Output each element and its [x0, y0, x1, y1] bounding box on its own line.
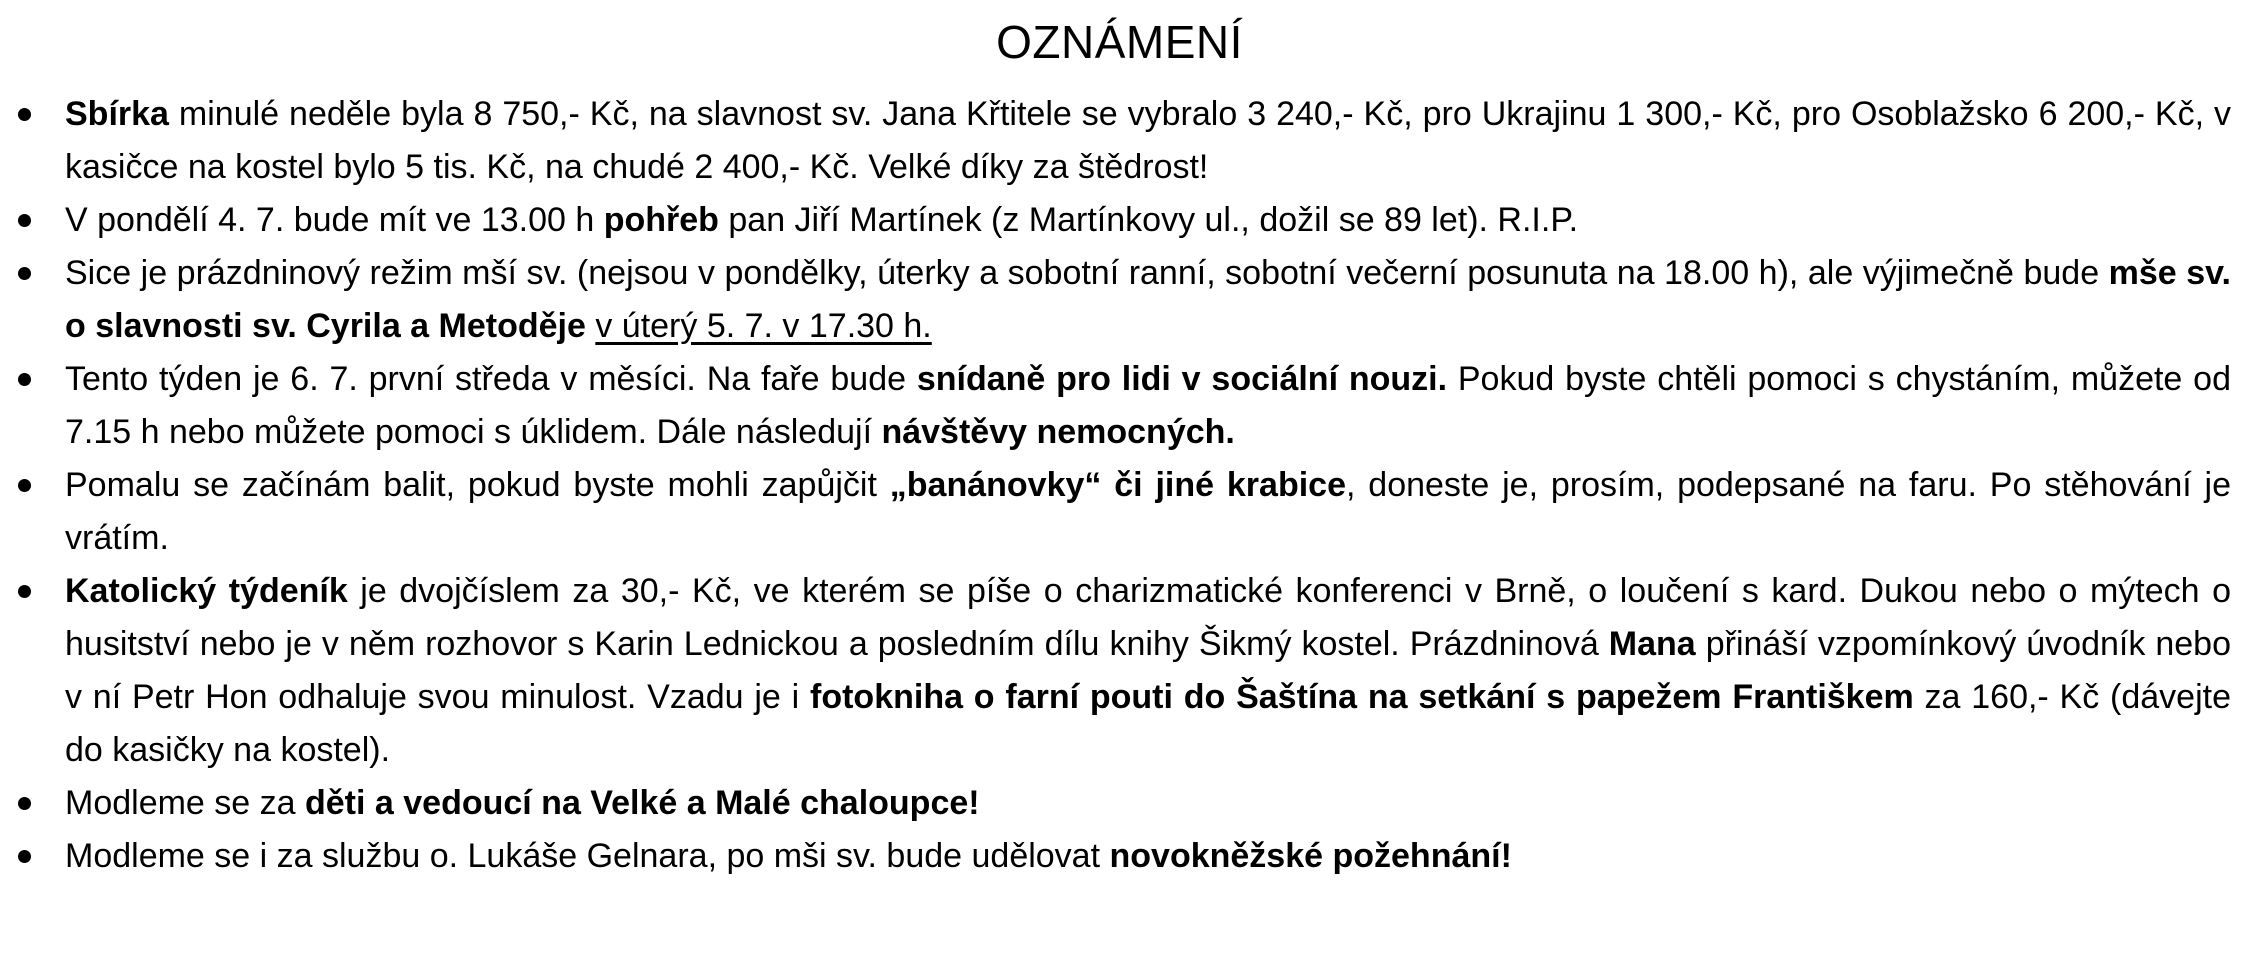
announcement-item	[0, 830, 2239, 883]
page-title: OZNÁMENÍ	[996, 16, 1243, 68]
text-run: Modleme se za	[65, 784, 305, 822]
announcement-page	[0, 14, 2251, 962]
text-run: Pokud byste chtěli pomoci s chystáním, můžete od 7.15 h nebo můžete pomoci s úklidem. Dále následují	[65, 360, 2231, 451]
text-run: Sice je prázdninový režim mší sv. (nejsou v pondělky, úterky a sobotní ranní, sobotní večerní posunuta na 18.00 h), ale výjimečně bude	[65, 254, 2109, 292]
bold-text: fotokniha o farní pouti do Šaštína na setkání s papežem Františkem	[810, 678, 1914, 716]
text-run: přináší vzpomínkový úvodník nebo v ní Petr Hon odhaluje svou minulost. Vzadu je i	[65, 625, 2231, 716]
announcement-item	[0, 247, 2239, 353]
bold-text: Mana	[1608, 625, 1696, 663]
bold-text: snídaně pro lidi v sociální nouzi.	[916, 360, 1448, 398]
announcement-item	[0, 565, 2239, 777]
text-run: minulé neděle byla 8 750,- Kč, na slavnost sv. Jana Křtitele se vybralo 3 240,- Kč, pro Ukrajinu 1 300,- Kč, pro Osoblažsko 6 200,- Kč, v kasičce na kostel bylo 5 tis. Kč, na chudé 2 400,- Kč. Velké díky za štědrost!	[65, 95, 2231, 186]
text-run: V pondělí 4. 7. bude mít ve 13.00 h	[65, 201, 604, 239]
announcement-list	[0, 88, 2239, 883]
text-run: Modleme se i za službu o. Lukáše Gelnara, po mši sv. bude udělovat	[65, 837, 1110, 875]
text-run	[586, 307, 595, 345]
announcement-item	[0, 194, 2239, 247]
text-run: je dvojčíslem za 30,- Kč, ve kterém se píše o charizmatické konferenci v Brně, o loučení s kard. Dukou nebo o mýtech o husitství nebo je v něm rozhovor s Karin Lednickou a posledním dílu knihy Šikmý kostel. Prázdninová	[65, 572, 2232, 663]
text-run: , doneste je, prosím, podepsané na faru. Po stěhování je vrátím.	[65, 466, 2231, 557]
bold-text: návštěvy nemocných.	[881, 413, 1235, 451]
bold-text: děti a vedoucí na Velké a Malé chaloupce!	[305, 784, 980, 822]
announcement-item	[0, 88, 2239, 194]
announcement-item	[0, 353, 2239, 459]
text-run: pan Jiří Martínek (z Martínkovy ul., dožil se 89 let). R.I.P.	[718, 201, 1579, 239]
bold-text: pohřeb	[603, 201, 719, 239]
announcement-item	[0, 459, 2239, 565]
text-run: Tento týden je 6. 7. první středa v měsíci. Na faře bude	[65, 360, 917, 398]
bold-text: mše sv. o slavnosti sv. Cyrila a Metoděje	[65, 254, 2231, 345]
announcement-item	[0, 777, 2239, 830]
underlined-text: v úterý 5. 7. v 17.30 h.	[595, 307, 932, 345]
text-run: za 160,- Kč (dávejte do kasičky na kostel).	[65, 678, 2232, 769]
bold-text: novokněžské požehnání!	[1109, 837, 1512, 875]
text-run: Pomalu se začínám balit, pokud byste mohli zapůjčit	[65, 466, 890, 504]
bold-text: Sbírka	[65, 95, 169, 133]
bold-text: Katolický týdeník	[65, 572, 348, 610]
bold-text: „banánovky“ či jiné krabice	[889, 466, 1346, 504]
